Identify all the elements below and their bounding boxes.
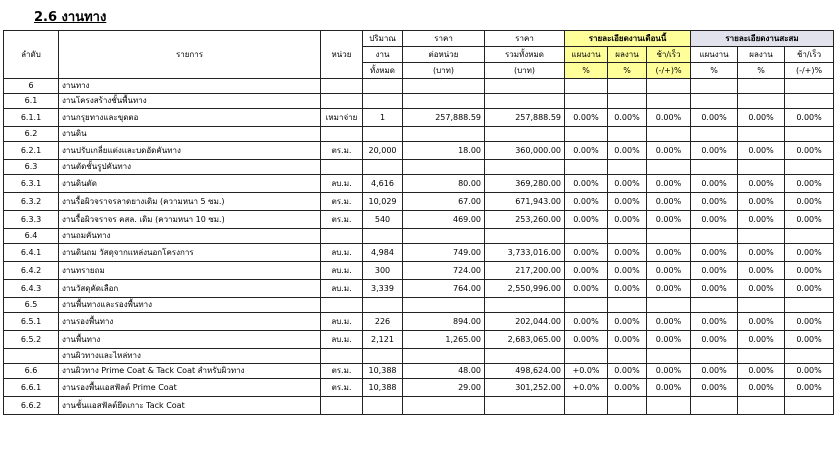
row-unit [321, 79, 363, 94]
row-acc-plan [691, 298, 738, 313]
row-unit: ลบ.ม. [321, 244, 363, 262]
row-qty [363, 94, 403, 109]
row-qty [363, 397, 403, 415]
row-seq: 6.3 [4, 160, 59, 175]
row-acc-diff: 0.00% [785, 379, 834, 397]
row-month-plan: 0.00% [565, 211, 608, 229]
row-unit [321, 298, 363, 313]
row-item: งานผิวทาง Prime Coat & Tack Coat สำหรับผิวทาง [59, 364, 321, 379]
row-unit [321, 229, 363, 244]
row-item: งานถมคันทาง [59, 229, 321, 244]
row-month-result: 0.00% [608, 109, 647, 127]
row-unit-price: 894.00 [403, 313, 485, 331]
row-total-price [485, 160, 565, 175]
header-acc-diff-pct: (-/+)% [785, 63, 834, 79]
row-acc-result [738, 79, 785, 94]
row-month-plan: 0.00% [565, 280, 608, 298]
row-acc-plan: 0.00% [691, 109, 738, 127]
header-qty-3: ทั้งหมด [363, 63, 403, 79]
row-total-price: 2,550,996.00 [485, 280, 565, 298]
row-item: งานผิวทางและไหล่ทาง [59, 349, 321, 364]
row-total-price: 257,888.59 [485, 109, 565, 127]
row-unit [321, 349, 363, 364]
section-heading: 2.6 งานทาง [34, 10, 107, 25]
row-acc-plan: 0.00% [691, 364, 738, 379]
row-acc-diff [785, 79, 834, 94]
row-month-result [608, 79, 647, 94]
row-qty: 540 [363, 211, 403, 229]
row-item: งานโครงสร้างชั้นพื้นทาง [59, 94, 321, 109]
row-item: งานตัดชั้นรูปคันทาง [59, 160, 321, 175]
row-acc-result [738, 298, 785, 313]
row-total-price [485, 349, 565, 364]
row-item: งานดินตัด [59, 175, 321, 193]
row-acc-plan: 0.00% [691, 244, 738, 262]
header-month-plan: แผนงาน [565, 47, 608, 63]
header-month-diff-pct: (-/+)% [647, 63, 691, 79]
row-qty: 20,000 [363, 142, 403, 160]
row-acc-diff: 0.00% [785, 109, 834, 127]
header-seq: ลำดับ [4, 31, 59, 79]
row-acc-result: 0.00% [738, 109, 785, 127]
row-total-price [485, 229, 565, 244]
row-month-diff [647, 298, 691, 313]
row-total-price: 202,044.00 [485, 313, 565, 331]
row-acc-plan [691, 349, 738, 364]
row-unit-price: 48.00 [403, 364, 485, 379]
row-acc-result: 0.00% [738, 262, 785, 280]
table-row [4, 160, 834, 175]
row-month-plan [565, 160, 608, 175]
row-acc-result [738, 397, 785, 415]
row-acc-plan [691, 397, 738, 415]
header-unit-price-1: ราคา [403, 31, 485, 47]
row-month-result [608, 349, 647, 364]
header-month-result-pct: % [608, 63, 647, 79]
row-month-plan [565, 94, 608, 109]
row-total-price [485, 79, 565, 94]
row-month-result: 0.00% [608, 175, 647, 193]
row-month-result: 0.00% [608, 364, 647, 379]
row-seq: 6.1.1 [4, 109, 59, 127]
table-row [4, 211, 834, 229]
row-month-plan: 0.00% [565, 262, 608, 280]
header-acc-plan-pct: % [691, 63, 738, 79]
row-unit-price: 80.00 [403, 175, 485, 193]
header-unit-price-2: ต่อหน่วย [403, 47, 485, 63]
row-unit: ตร.ม. [321, 142, 363, 160]
row-month-result [608, 127, 647, 142]
row-qty: 1 [363, 109, 403, 127]
row-unit [321, 397, 363, 415]
row-acc-result: 0.00% [738, 193, 785, 211]
table-body [4, 79, 834, 415]
table-row [4, 298, 834, 313]
row-unit-price [403, 94, 485, 109]
row-acc-plan: 0.00% [691, 193, 738, 211]
row-unit-price: 469.00 [403, 211, 485, 229]
row-qty [363, 79, 403, 94]
row-unit-price: 749.00 [403, 244, 485, 262]
row-month-plan: 0.00% [565, 331, 608, 349]
row-month-diff: 0.00% [647, 175, 691, 193]
row-item: งานกรุยทางและขุดตอ [59, 109, 321, 127]
row-month-result: 0.00% [608, 331, 647, 349]
row-unit [321, 94, 363, 109]
row-item: งานรองพื้นแอสฟัลต์ Prime Coat [59, 379, 321, 397]
row-month-diff [647, 229, 691, 244]
row-qty: 3,339 [363, 280, 403, 298]
row-unit: ตร.ม. [321, 364, 363, 379]
row-unit: ตร.ม. [321, 211, 363, 229]
row-month-result: 0.00% [608, 313, 647, 331]
table-row [4, 94, 834, 109]
row-month-plan: 0.00% [565, 193, 608, 211]
row-month-diff: 0.00% [647, 331, 691, 349]
row-acc-result: 0.00% [738, 379, 785, 397]
header-acc-group: รายละเอียดงานสะสม [691, 31, 834, 47]
header-acc-plan: แผนงาน [691, 47, 738, 63]
table-row [4, 331, 834, 349]
row-acc-plan: 0.00% [691, 313, 738, 331]
row-qty [363, 229, 403, 244]
row-seq: 6.4.1 [4, 244, 59, 262]
row-month-diff [647, 127, 691, 142]
header-month-group: รายละเอียดงานเดือนนี้ [565, 31, 691, 47]
row-seq: 6.3.2 [4, 193, 59, 211]
row-month-result: 0.00% [608, 244, 647, 262]
row-acc-diff [785, 298, 834, 313]
row-month-result: 0.00% [608, 211, 647, 229]
row-unit-price: 18.00 [403, 142, 485, 160]
row-month-result [608, 298, 647, 313]
row-unit: ลบ.ม. [321, 331, 363, 349]
row-acc-plan [691, 94, 738, 109]
row-total-price [485, 397, 565, 415]
row-total-price: 217,200.00 [485, 262, 565, 280]
row-seq [4, 349, 59, 364]
row-qty: 10,388 [363, 379, 403, 397]
row-total-price [485, 298, 565, 313]
row-acc-diff [785, 397, 834, 415]
row-qty: 226 [363, 313, 403, 331]
row-month-result: 0.00% [608, 193, 647, 211]
row-seq: 6.1 [4, 94, 59, 109]
row-total-price: 360,000.00 [485, 142, 565, 160]
row-month-plan [565, 229, 608, 244]
row-acc-result [738, 349, 785, 364]
header-total-price-3: (บาท) [485, 63, 565, 79]
header-total-price-2: รวมทั้งหมด [485, 47, 565, 63]
row-month-diff: 0.00% [647, 211, 691, 229]
row-acc-result: 0.00% [738, 244, 785, 262]
row-unit [321, 160, 363, 175]
row-acc-diff [785, 349, 834, 364]
row-item: งานดิน [59, 127, 321, 142]
row-item: งานรื้อผิวจราจร คสล. เดิม (ความหนา 10 ซม.) [59, 211, 321, 229]
row-total-price: 2,683,065.00 [485, 331, 565, 349]
row-item: งานดินถม วัสดุจากแหล่งนอกโครงการ [59, 244, 321, 262]
row-unit-price: 764.00 [403, 280, 485, 298]
table-row [4, 175, 834, 193]
table-row [4, 193, 834, 211]
row-acc-plan [691, 160, 738, 175]
row-unit: ตร.ม. [321, 193, 363, 211]
row-unit-price: 1,265.00 [403, 331, 485, 349]
row-acc-plan [691, 127, 738, 142]
row-acc-plan: 0.00% [691, 211, 738, 229]
row-acc-plan: 0.00% [691, 280, 738, 298]
row-seq: 6.4.2 [4, 262, 59, 280]
row-total-price: 301,252.00 [485, 379, 565, 397]
table-row [4, 79, 834, 94]
row-acc-plan: 0.00% [691, 331, 738, 349]
row-acc-diff [785, 94, 834, 109]
row-qty [363, 127, 403, 142]
row-seq: 6.2.1 [4, 142, 59, 160]
row-month-plan [565, 397, 608, 415]
row-month-result [608, 397, 647, 415]
row-month-diff: 0.00% [647, 280, 691, 298]
table-row [4, 127, 834, 142]
row-month-plan: +0.0% [565, 379, 608, 397]
row-unit: ลบ.ม. [321, 280, 363, 298]
row-acc-diff: 0.00% [785, 331, 834, 349]
row-item: งานพื้นทางและรองพื้นทาง [59, 298, 321, 313]
row-unit: ลบ.ม. [321, 262, 363, 280]
row-acc-result: 0.00% [738, 211, 785, 229]
row-month-plan: 0.00% [565, 142, 608, 160]
row-month-result: 0.00% [608, 280, 647, 298]
row-seq: 6 [4, 79, 59, 94]
table-header [4, 31, 834, 79]
row-seq: 6.6.2 [4, 397, 59, 415]
row-unit: ลบ.ม. [321, 175, 363, 193]
row-unit-price [403, 229, 485, 244]
row-month-diff: 0.00% [647, 379, 691, 397]
row-seq: 6.2 [4, 127, 59, 142]
row-month-plan: +0.0% [565, 364, 608, 379]
header-qty-2: งาน [363, 47, 403, 63]
row-unit-price [403, 349, 485, 364]
row-item: งานทรายถม [59, 262, 321, 280]
row-seq: 6.5.2 [4, 331, 59, 349]
row-unit-price [403, 298, 485, 313]
row-qty: 300 [363, 262, 403, 280]
row-acc-plan: 0.00% [691, 262, 738, 280]
row-acc-diff: 0.00% [785, 175, 834, 193]
row-unit: ลบ.ม. [321, 313, 363, 331]
row-acc-diff: 0.00% [785, 244, 834, 262]
header-unit-price-3: (บาท) [403, 63, 485, 79]
row-seq: 6.5.1 [4, 313, 59, 331]
row-month-result: 0.00% [608, 379, 647, 397]
row-acc-result [738, 127, 785, 142]
row-month-diff [647, 94, 691, 109]
header-month-plan-pct: % [565, 63, 608, 79]
row-month-diff [647, 397, 691, 415]
header-total-price-1: ราคา [485, 31, 565, 47]
row-qty: 4,984 [363, 244, 403, 262]
row-acc-diff: 0.00% [785, 313, 834, 331]
row-item: งานพื้นทาง [59, 331, 321, 349]
row-acc-diff: 0.00% [785, 262, 834, 280]
row-month-diff: 0.00% [647, 364, 691, 379]
row-unit-price [403, 79, 485, 94]
table-row [4, 142, 834, 160]
row-acc-plan: 0.00% [691, 142, 738, 160]
row-unit-price: 67.00 [403, 193, 485, 211]
row-acc-diff: 0.00% [785, 193, 834, 211]
row-item: งานปรับเกลี่ยแต่งและบดอัดคันทาง [59, 142, 321, 160]
row-acc-diff: 0.00% [785, 280, 834, 298]
row-item: งานรื้อผิวจราจรลาดยางเดิม (ความหนา 5 ซม.) [59, 193, 321, 211]
row-month-result: 0.00% [608, 262, 647, 280]
row-month-diff [647, 349, 691, 364]
row-month-result [608, 160, 647, 175]
table-row [4, 364, 834, 379]
row-month-plan [565, 127, 608, 142]
row-total-price [485, 127, 565, 142]
row-acc-diff: 0.00% [785, 364, 834, 379]
row-month-plan [565, 298, 608, 313]
row-month-result [608, 229, 647, 244]
row-seq: 6.3.1 [4, 175, 59, 193]
row-month-diff: 0.00% [647, 313, 691, 331]
row-acc-result: 0.00% [738, 331, 785, 349]
row-item: งานรองพื้นทาง [59, 313, 321, 331]
row-month-result: 0.00% [608, 142, 647, 160]
row-unit-price [403, 160, 485, 175]
table-row [4, 379, 834, 397]
row-unit: เหมาจ่าย [321, 109, 363, 127]
header-month-result: ผลงาน [608, 47, 647, 63]
header-acc-result: ผลงาน [738, 47, 785, 63]
row-qty [363, 298, 403, 313]
table-row [4, 262, 834, 280]
row-unit-price [403, 127, 485, 142]
row-month-diff: 0.00% [647, 244, 691, 262]
row-acc-diff [785, 127, 834, 142]
header-month-diff: ช้า/เร็ว [647, 47, 691, 63]
row-acc-diff: 0.00% [785, 211, 834, 229]
table-row [4, 313, 834, 331]
row-month-plan: 0.00% [565, 244, 608, 262]
row-seq: 6.6.1 [4, 379, 59, 397]
row-item: งานทาง [59, 79, 321, 94]
row-unit [321, 127, 363, 142]
row-acc-diff: 0.00% [785, 142, 834, 160]
row-unit-price: 257,888.59 [403, 109, 485, 127]
table-row [4, 397, 834, 415]
row-seq: 6.6 [4, 364, 59, 379]
table-row [4, 229, 834, 244]
row-total-price: 498,624.00 [485, 364, 565, 379]
table-row [4, 109, 834, 127]
row-acc-result: 0.00% [738, 175, 785, 193]
row-unit-price: 29.00 [403, 379, 485, 397]
row-acc-result: 0.00% [738, 364, 785, 379]
row-acc-plan [691, 79, 738, 94]
table-row [4, 280, 834, 298]
row-qty: 4,616 [363, 175, 403, 193]
row-unit-price [403, 397, 485, 415]
row-month-plan: 0.00% [565, 109, 608, 127]
row-month-plan: 0.00% [565, 313, 608, 331]
row-qty: 10,029 [363, 193, 403, 211]
row-seq: 6.3.3 [4, 211, 59, 229]
row-month-diff [647, 160, 691, 175]
row-seq: 6.5 [4, 298, 59, 313]
row-seq: 6.4.3 [4, 280, 59, 298]
row-total-price [485, 94, 565, 109]
row-total-price: 3,733,016.00 [485, 244, 565, 262]
row-qty: 10,388 [363, 364, 403, 379]
row-total-price: 671,943.00 [485, 193, 565, 211]
header-qty-1: ปริมาณ [363, 31, 403, 47]
row-unit-price: 724.00 [403, 262, 485, 280]
row-month-result [608, 94, 647, 109]
row-month-diff: 0.00% [647, 142, 691, 160]
row-acc-result: 0.00% [738, 142, 785, 160]
row-acc-plan [691, 229, 738, 244]
row-month-plan [565, 349, 608, 364]
row-acc-result [738, 160, 785, 175]
row-item: งานชั้นแอสฟัลต์ยึดเกาะ Tack Coat [59, 397, 321, 415]
table-row [4, 244, 834, 262]
table-row [4, 349, 834, 364]
row-acc-result [738, 229, 785, 244]
row-month-diff: 0.00% [647, 262, 691, 280]
row-acc-result: 0.00% [738, 313, 785, 331]
header-item: รายการ [59, 31, 321, 79]
row-acc-diff [785, 160, 834, 175]
row-seq: 6.4 [4, 229, 59, 244]
row-month-diff [647, 79, 691, 94]
row-acc-result [738, 94, 785, 109]
row-unit: ตร.ม. [321, 379, 363, 397]
row-acc-diff [785, 229, 834, 244]
row-total-price: 253,260.00 [485, 211, 565, 229]
row-month-plan: 0.00% [565, 175, 608, 193]
row-month-diff: 0.00% [647, 109, 691, 127]
header-acc-diff: ช้า/เร็ว [785, 47, 834, 63]
header-acc-result-pct: % [738, 63, 785, 79]
row-acc-plan: 0.00% [691, 175, 738, 193]
row-item: งานวัสดุคัดเลือก [59, 280, 321, 298]
row-qty [363, 160, 403, 175]
row-total-price: 369,280.00 [485, 175, 565, 193]
row-acc-result: 0.00% [738, 280, 785, 298]
row-qty [363, 349, 403, 364]
header-unit: หน่วย [321, 31, 363, 79]
row-month-plan [565, 79, 608, 94]
work-progress-table [3, 30, 834, 415]
row-acc-plan: 0.00% [691, 379, 738, 397]
row-qty: 2,121 [363, 331, 403, 349]
row-month-diff: 0.00% [647, 193, 691, 211]
